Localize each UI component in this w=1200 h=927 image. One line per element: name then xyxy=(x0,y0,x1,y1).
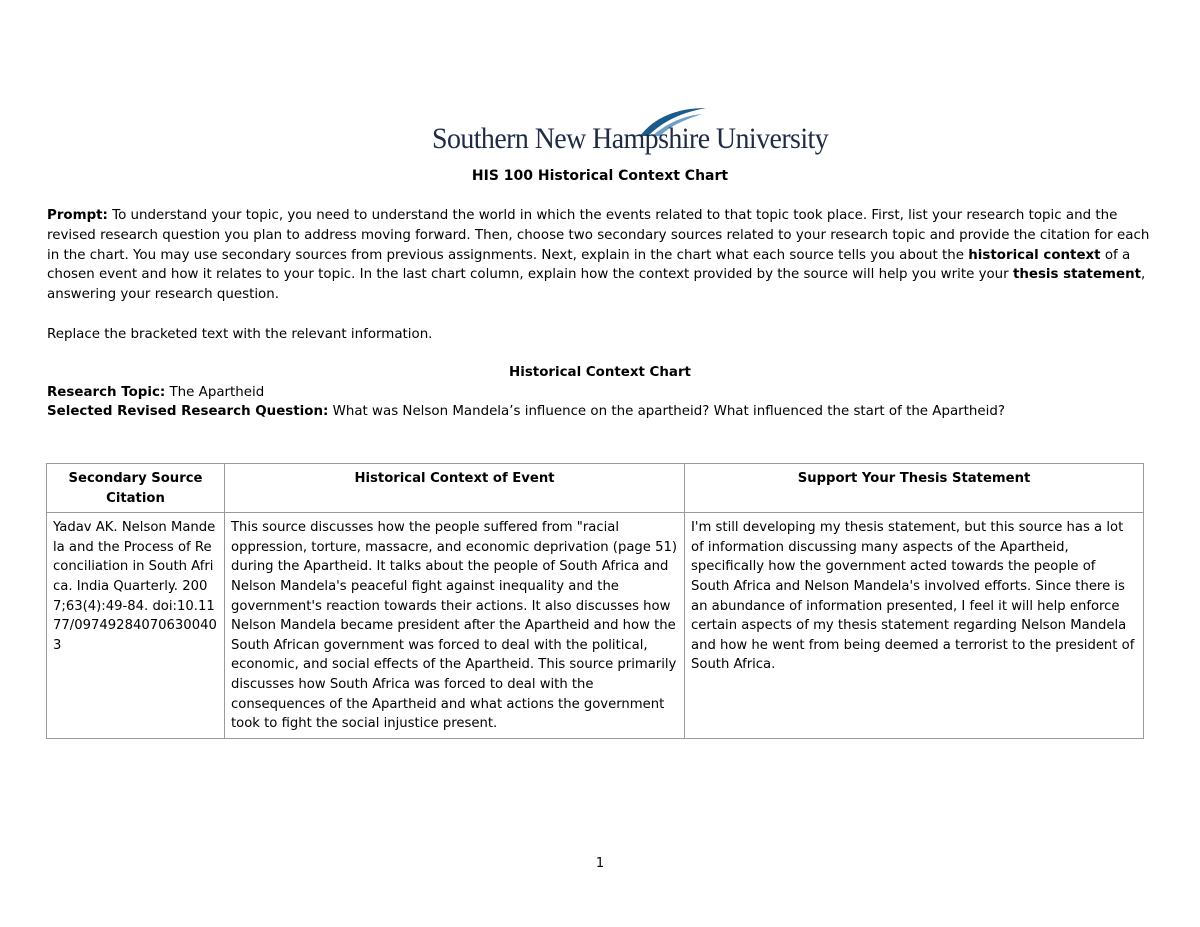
prompt-text-3: , answering your research question. xyxy=(47,267,1146,303)
university-logo xyxy=(432,106,829,162)
research-topic-value: The Apartheid xyxy=(165,385,265,400)
header-historical-context: Historical Context of Event xyxy=(225,464,685,513)
research-question-label: Selected Revised Research Question: xyxy=(47,404,329,419)
table-row xyxy=(47,513,1144,739)
research-topic xyxy=(47,384,1157,402)
replace-note: Replace the bracketed text with the relevant information. xyxy=(47,327,433,342)
page-number: 1 xyxy=(595,856,605,871)
research-question xyxy=(47,403,1157,421)
document-title: HIS 100 Historical Context Chart xyxy=(471,168,729,184)
citation-cell: Yadav AK. Nelson Mandela and the Process of Reconciliation in South Africa. India Quarterly. 2007;63(4):49-84. doi:10.1177/097492840706300403 xyxy=(47,513,225,739)
prompt-text-2: of a chosen event and how it relates to your topic. In the last chart column, explain how the context provided by the source will help you write your xyxy=(47,247,1131,283)
historical-context-table xyxy=(46,463,1144,739)
prompt-paragraph xyxy=(47,206,1157,305)
prompt-label: Prompt: xyxy=(47,208,108,223)
chart-heading: Historical Context Chart xyxy=(509,365,691,380)
prompt-bold-thesis-statement: thesis statement xyxy=(1012,267,1142,283)
prompt-bold-historical-context: historical context xyxy=(968,247,1101,263)
table-header-row xyxy=(47,464,1144,513)
research-question-value: What was Nelson Mandela’s influence on the apartheid? What influenced the start of the Apartheid? xyxy=(328,404,1005,419)
thesis-support-cell: I'm still developing my thesis statement, but this source has a lot of information discussing many aspects of the Apartheid, specifically how the government acted towards the people of South Africa and Nelson Mandela's involved efforts. Since there is an abundance of information presented, I feel it will help enforce certain aspects of my thesis statement regarding Nelson Mandela and how he went from being deemed a terrorist to the president of South Africa. xyxy=(685,513,1144,739)
header-secondary-source-citation: Secondary Source Citation xyxy=(47,464,225,513)
logo-text: Southern New Hampshire University xyxy=(432,122,829,155)
historical-context-cell: This source discusses how the people suffered from "racial oppression, torture, massacre, and economic deprivation (page 51) during the Apartheid. It talks about the people of South Africa and Nelson Mandela's peaceful fight against inequality and the government's reaction towards their actions. It also discusses how Nelson Mandela became president after the Apartheid and how the South African government was forced to deal with the political, economic, and social effects of the Apartheid. This source primarily discusses how South Africa was forced to deal with the consequences of the Apartheid and what actions the government took to fight the social injustice present. xyxy=(225,513,685,739)
prompt-text-1: To understand your topic, you need to understand the world in which the events related to that topic took place. First, list your research topic and the revised research question you plan to address moving forward. Then, choose two secondary sources related to your research topic and provide the citation for each in the chart. You may use secondary sources from previous assignments. Next, explain in the chart what each source tells you about the xyxy=(47,208,1150,263)
header-support-thesis: Support Your Thesis Statement xyxy=(685,464,1144,513)
research-topic-label: Research Topic: xyxy=(47,385,166,400)
